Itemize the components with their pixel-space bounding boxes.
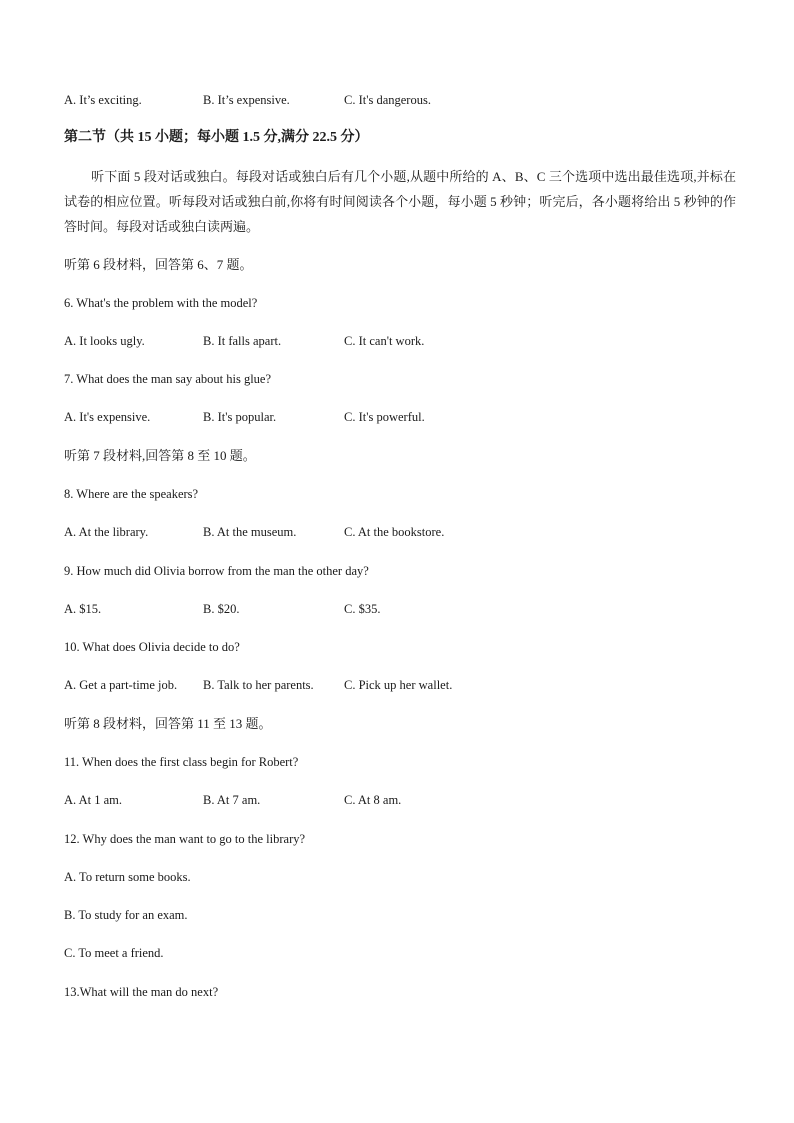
q8-option-a: A. At the library. <box>64 525 149 539</box>
q6-option-a: A. It looks ugly. <box>64 334 145 348</box>
q10-option-b: B. Talk to her parents. <box>203 678 314 692</box>
q11-option-b: B. At 7 am. <box>203 793 261 807</box>
q11-option-a: A. At 1 am. <box>64 793 122 807</box>
q6-option-b: B. It falls apart. <box>203 334 282 348</box>
group-heading-6: 听第 6 段材料，回答第 6、7 题。 <box>64 257 253 272</box>
q9-option-a: A. $15. <box>64 602 102 616</box>
q10-option-a: A. Get a part-time job. <box>64 678 178 692</box>
q12-option-a: A. To return some books. <box>64 870 191 884</box>
group-heading-7: 听第 7 段材料,回答第 8 至 10 题。 <box>64 448 256 463</box>
q9-options <box>64 600 744 618</box>
q8-option-c: C. At the bookstore. <box>344 525 445 539</box>
q7-option-c: C. It's powerful. <box>344 410 425 424</box>
q6-options <box>64 332 744 350</box>
q9-option-b: B. $20. <box>203 602 240 616</box>
section-title: 第二节（共 15 小题；每小题 1.5 分,满分 22.5 分） <box>64 130 369 145</box>
q8-option-b: B. At the museum. <box>203 525 297 539</box>
q8-options <box>64 523 744 541</box>
q11-option-c: C. At 8 am. <box>344 793 402 807</box>
q12-option-c: C. To meet a friend. <box>64 946 164 960</box>
q7-options <box>64 408 744 426</box>
q7-option-a: A. It's expensive. <box>64 410 151 424</box>
section-instructions <box>64 164 736 239</box>
q10-options <box>64 676 744 694</box>
question-13: 13.What will the man do next? <box>64 985 219 999</box>
q5-options <box>64 91 744 109</box>
group-heading-8: 听第 8 段材料，回答第 11 至 13 题。 <box>64 716 272 731</box>
q6-option-c: C. It can't work. <box>344 334 425 348</box>
question-10: 10. What does Olivia decide to do? <box>64 640 240 654</box>
question-7: 7. What does the man say about his glue? <box>64 372 272 386</box>
q11-options <box>64 791 744 809</box>
question-12: 12. Why does the man want to go to the library? <box>64 832 306 846</box>
q9-option-c: C. $35. <box>344 602 381 616</box>
q5-option-c: C. It's dangerous. <box>344 93 431 107</box>
question-6: 6. What's the problem with the model? <box>64 296 258 310</box>
q10-option-c: C. Pick up her wallet. <box>344 678 453 692</box>
q7-option-b: B. It's popular. <box>203 410 277 424</box>
question-9: 9. How much did Olivia borrow from the man the other day? <box>64 564 369 578</box>
question-8: 8. Where are the speakers? <box>64 487 199 501</box>
q5-option-a: A. It’s exciting. <box>64 93 142 107</box>
question-11: 11. When does the first class begin for Robert? <box>64 755 299 769</box>
q5-option-b: B. It’s expensive. <box>203 93 290 107</box>
q12-option-b: B. To study for an exam. <box>64 908 188 922</box>
instructions-text: 听下面 5 段对话或独白。每段对话或独白后有几个小题,从题中所给的 A、B、C 三个选项中选出最佳选项,并标在试卷的相应位置。听每段对话或独白前,你将有时间阅读各个小题，每小题 5 秒钟；听完后，各小题将给出 5 秒钟的作答时间。每段对话或独白读两遍。 <box>64 169 736 234</box>
